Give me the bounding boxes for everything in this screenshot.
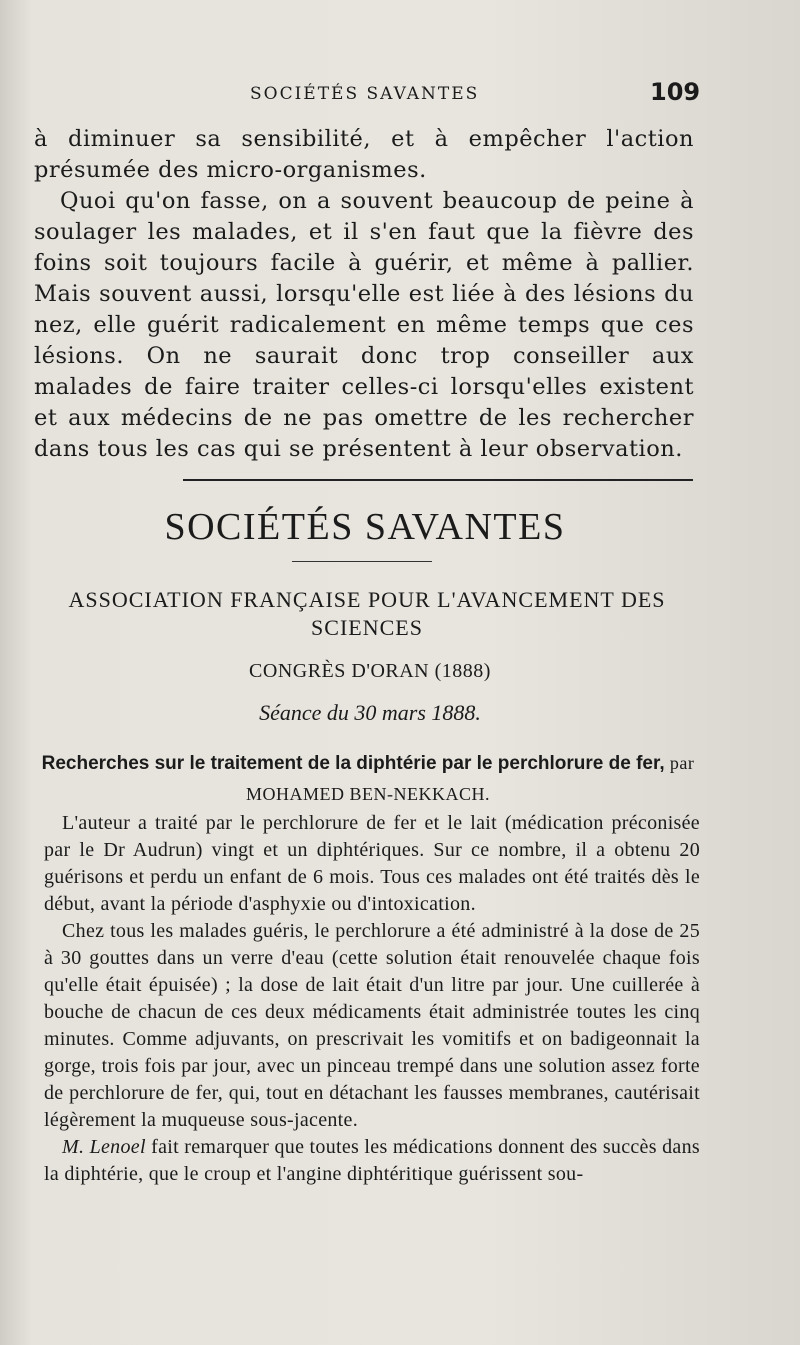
section-divider xyxy=(183,479,693,481)
paragraph: Chez tous les malades guéris, le perchlorure a été administré à la dose de 25 à 30 gouttes dans un verre d'eau (cette solution était renouvelée chaque fois qu'elle était épuisée) ; la dose de lait était d'un litre par jour. Une cuillerée à bouche de chacun de ces deux médicaments était administrée toutes les cinq minutes. Comme adjuvants, on prescrivait les vomitifs et on badigeonnait la gorge, trois fois par jour, avec un pinceau trempé dans une solution assez forte de perchlorure de fer, qui, tout en détachant les fausses membranes, cautérisait légèrement la muqueuse sous-jacente. xyxy=(44,920,700,1131)
paragraph xyxy=(44,1134,700,1188)
section-title: SOCIÉTÉS SAVANTES xyxy=(164,506,566,548)
title-underline xyxy=(292,561,432,562)
report-text xyxy=(44,810,700,1188)
paragraph: à diminuer sa sensibilité, et à empêcher l'action présumée des micro-organismes. xyxy=(34,126,694,183)
continuation-text xyxy=(34,124,694,465)
congress-heading: CONGRÈS D'ORAN (1888) xyxy=(249,660,491,682)
running-head-title: SOCIÉTÉS SAVANTES xyxy=(250,84,480,104)
page-number: 109 xyxy=(650,78,701,106)
speaker-remark: fait remarquer que toutes les médications donnent des succès dans la diphtérie, que le croup et l'angine diphtéritique guérissent sou- xyxy=(44,1136,700,1185)
running-head xyxy=(0,78,800,108)
paper-title xyxy=(36,748,700,810)
speaker-name: M. Lenoel xyxy=(62,1136,146,1158)
paragraph: L'auteur a traité par le perchlorure de fer et le lait (médication préconisée par le Dr Audrun) vingt et un diphtériques. Sur ce nombre, il a obtenu 20 guérisons et perdu un enfant de 6 mois. Tous ces malades ont été traités dès le début, avant la période d'asphyxie ou d'intoxication. xyxy=(44,812,700,915)
paragraph: Quoi qu'on fasse, on a souvent beaucoup de peine à soulager les malades, et il s'en faut que la fièvre des foins soit toujours facile à guérir, et même à pallier. Mais souvent aussi, lorsqu'elle est liée à des lésions du nez, elle guérit radicalement en même temps que ces lésions. On ne saurait donc trop conseiller aux malades de faire traiter celles-ci lorsqu'elles existent et aux médecins de ne pas omettre de les rechercher dans tous les cas qui se présentent à leur observation. xyxy=(34,188,694,462)
session-date: Séance du 30 mars 1888. xyxy=(259,700,481,725)
paper-author: MOHAMED BEN-NEKKACH. xyxy=(246,784,490,804)
paper-by: par xyxy=(669,753,695,773)
association-heading: ASSOCIATION FRANÇAISE POUR L'AVANCEMENT DES SCIENCES xyxy=(68,587,666,640)
paper-title-text: Recherches sur le traitement de la diphtérie par le perchlorure de fer, xyxy=(41,753,665,774)
